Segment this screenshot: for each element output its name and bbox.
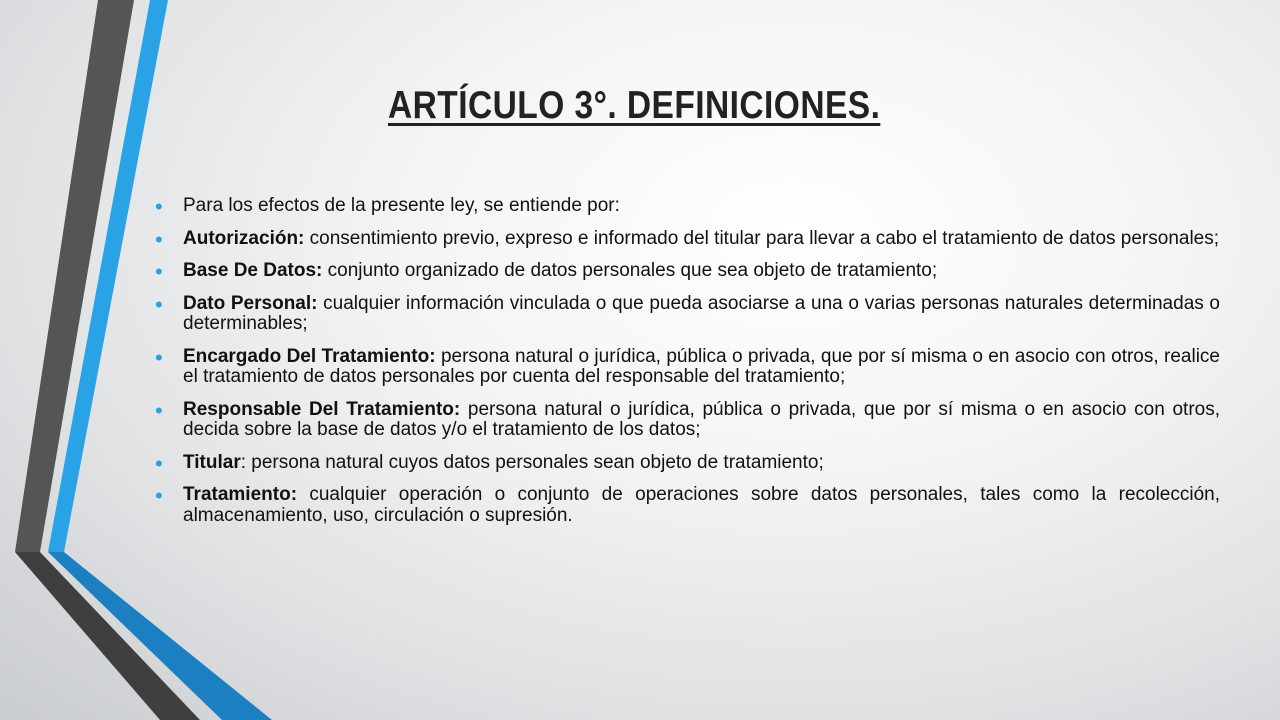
definition-term: Autorización: [183,227,305,249]
bullet-icon: • [155,483,163,508]
definition-term: Responsable Del Tratamiento: [183,398,461,420]
page-title: ARTÍCULO 3°. DEFINICIONES. [388,84,881,127]
list-item-tratamiento [150,485,1220,526]
list-item-autorizacion [150,226,1220,252]
definitions-list [150,196,1220,538]
definition-term: Tratamiento: [183,484,298,505]
definition-term: Encargado Del Tratamiento: [183,345,436,367]
list-item-intro [150,196,1220,217]
definition-text: persona natural o jurídica, pública o privada, que por sí misma o en asocio con otros, realice el tratamiento de datos personales por cuenta del responsable del tratamiento; [183,345,1220,387]
definition-term: Titular [183,451,241,473]
list-item-encargado [150,344,1220,388]
list-item-titular [150,450,1220,476]
bullet-icon: • [155,226,163,252]
bullet-icon: • [155,344,163,370]
bullet-icon: • [155,194,163,219]
definition-text: persona natural o jurídica, pública o privada, que por sí misma o en asocio con otros, decida sobre la base de datos y/o el tratamiento de los datos; [183,398,1221,440]
bullet-icon: • [155,397,163,423]
list-item-base-de-datos [150,261,1220,282]
definition-text: conjunto organizado de datos personales que sea objeto de tratamiento; [322,260,938,281]
definition-text: cualquier información vinculada o que pueda asociarse a una o varias personas naturales determinadas o determinables; [183,292,1220,334]
bullet-text: Para los efectos de la presente ley, se entiende por: [183,195,620,216]
bullet-icon: • [155,291,163,317]
list-item-responsable [150,397,1221,441]
bullet-icon: • [155,259,163,284]
definition-text: cualquier operación o conjunto de operaciones sobre datos personales, tales como la recolección, almacenamiento, uso, circulación o supresión. [183,484,1220,526]
definition-term: Base De Datos: [183,260,323,281]
definition-text: consentimiento previo, expreso e informado del titular para llevar a cabo el tratamiento de datos personales; [304,227,1220,249]
dark-stripe-lower [15,552,200,720]
bullet-icon: • [155,450,163,476]
list-item-dato-personal [150,291,1220,335]
definition-text: : persona natural cuyos datos personales sean objeto de tratamiento; [240,451,824,473]
definition-term: Dato Personal: [183,292,318,314]
